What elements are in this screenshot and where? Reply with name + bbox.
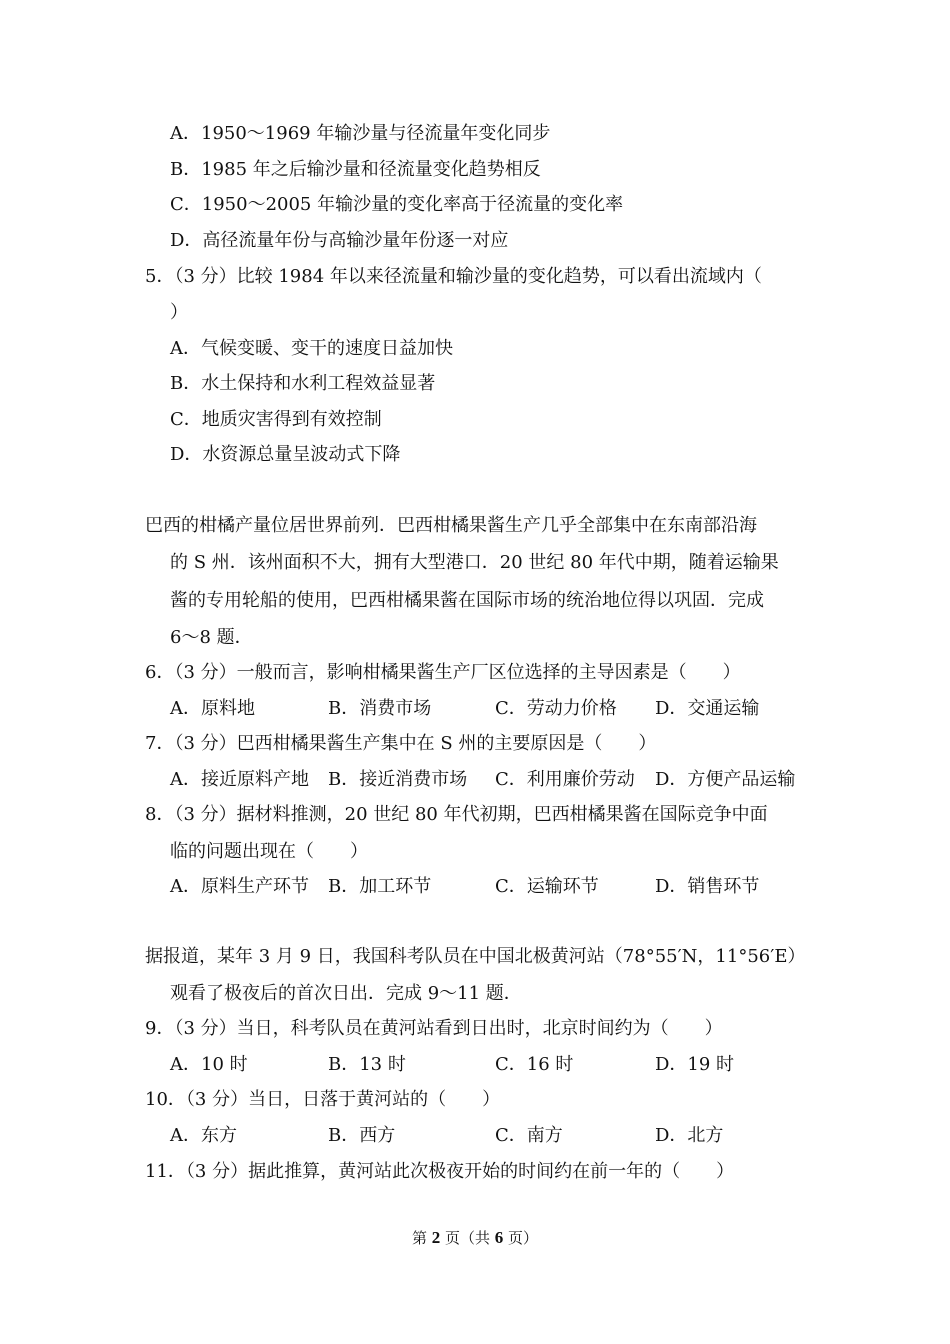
footer-middle: 页（共 [440, 1229, 495, 1247]
q4-option-b: B．1985 年之后输沙量和径流量变化趋势相反 [170, 159, 541, 180]
q8-option-d: D．销售环节 [655, 876, 760, 897]
q9-option-c: C．16 时 [495, 1054, 574, 1075]
q6-option-c: C．劳动力价格 [495, 698, 617, 719]
q5-option-b: B．水土保持和水利工程效益显著 [170, 373, 436, 394]
footer-suffix: 页） [503, 1229, 539, 1247]
q7-stem: 7．（3 分）巴西柑橘果酱生产集中在 S 州的主要原因是（ ） [145, 733, 657, 754]
q10-option-c: C．南方 [495, 1125, 563, 1146]
q5-stem-line2: ） [170, 302, 188, 323]
q10-option-d: D．北方 [655, 1125, 724, 1146]
q8-option-c: C．运输环节 [495, 876, 599, 897]
q6-option-b: B．消费市场 [328, 698, 432, 719]
passage2-line2: 观看了极夜后的首次日出．完成 9～11 题． [170, 983, 522, 1004]
q10-option-a: A．东方 [170, 1125, 237, 1146]
q5-stem-line1: 5．（3 分）比较 1984 年以来径流量和输沙量的变化趋势，可以看出流域内（ [145, 266, 762, 287]
q9-stem: 9．（3 分）当日，科考队员在黄河站看到日出时，北京时间约为（ ） [145, 1018, 723, 1039]
q9-option-d: D．19 时 [655, 1054, 735, 1075]
passage1-line1: 巴西的柑橘产量位居世界前列．巴西柑橘果酱生产几乎全部集中在东南部沿海 [145, 515, 757, 536]
q8-stem-line1: 8．（3 分）据材料推测，20 世纪 80 年代初期，巴西柑橘果酱在国际竞争中面 [145, 804, 768, 825]
q8-option-b: B．加工环节 [328, 876, 432, 897]
q10-option-b: B．西方 [328, 1125, 396, 1146]
passage1-line3: 酱的专用轮船的使用，巴西柑橘果酱在国际市场的统治地位得以巩固．完成 [170, 590, 764, 611]
q8-option-a: A．原料生产环节 [170, 876, 309, 897]
q7-option-a: A．接近原料产地 [170, 769, 309, 790]
q8-stem-line2: 临的问题出现在（ ） [170, 841, 368, 862]
q9-option-a: A．10 时 [170, 1054, 248, 1075]
q10-stem: 10．（3 分）当日，日落于黄河站的（ ） [145, 1089, 501, 1110]
q4-option-c: C．1950～2005 年输沙量的变化率高于径流量的变化率 [170, 194, 624, 215]
footer-prefix: 第 [411, 1229, 432, 1247]
q5-option-d: D．水资源总量呈波动式下降 [170, 444, 401, 465]
q7-option-c: C．利用廉价劳动 [495, 769, 635, 790]
q7-option-b: B．接近消费市场 [328, 769, 468, 790]
q6-stem: 6．（3 分）一般而言，影响柑橘果酱生产厂区位选择的主导因素是（ ） [145, 662, 741, 683]
footer-total-pages: 6 [494, 1228, 504, 1247]
q4-option-d: D．高径流量年份与高输沙量年份逐一对应 [170, 230, 509, 251]
passage1-line4: 6～8 题． [170, 627, 253, 648]
passage2-line1: 据报道，某年 3 月 9 日，我国科考队员在中国北极黄河站（78°55′N，11°56′E） [145, 946, 806, 967]
page-footer [0, 1228, 950, 1248]
q5-option-c: C．地质灾害得到有效控制 [170, 409, 382, 430]
footer-page-number: 2 [431, 1228, 441, 1247]
q6-option-a: A．原料地 [170, 698, 255, 719]
q6-option-d: D．交通运输 [655, 698, 760, 719]
q7-option-d: D．方便产品运输 [655, 769, 796, 790]
q4-option-a: A．1950～1969 年输沙量与径流量年变化同步 [170, 123, 551, 144]
q9-option-b: B．13 时 [328, 1054, 406, 1075]
passage1-line2: 的 S 州．该州面积不大，拥有大型港口．20 世纪 80 年代中期，随着运输果 [170, 552, 779, 573]
q5-option-a: A．气候变暖、变干的速度日益加快 [170, 338, 453, 359]
q11-stem: 11．（3 分）据此推算，黄河站此次极夜开始的时间约在前一年的（ ） [145, 1161, 735, 1182]
